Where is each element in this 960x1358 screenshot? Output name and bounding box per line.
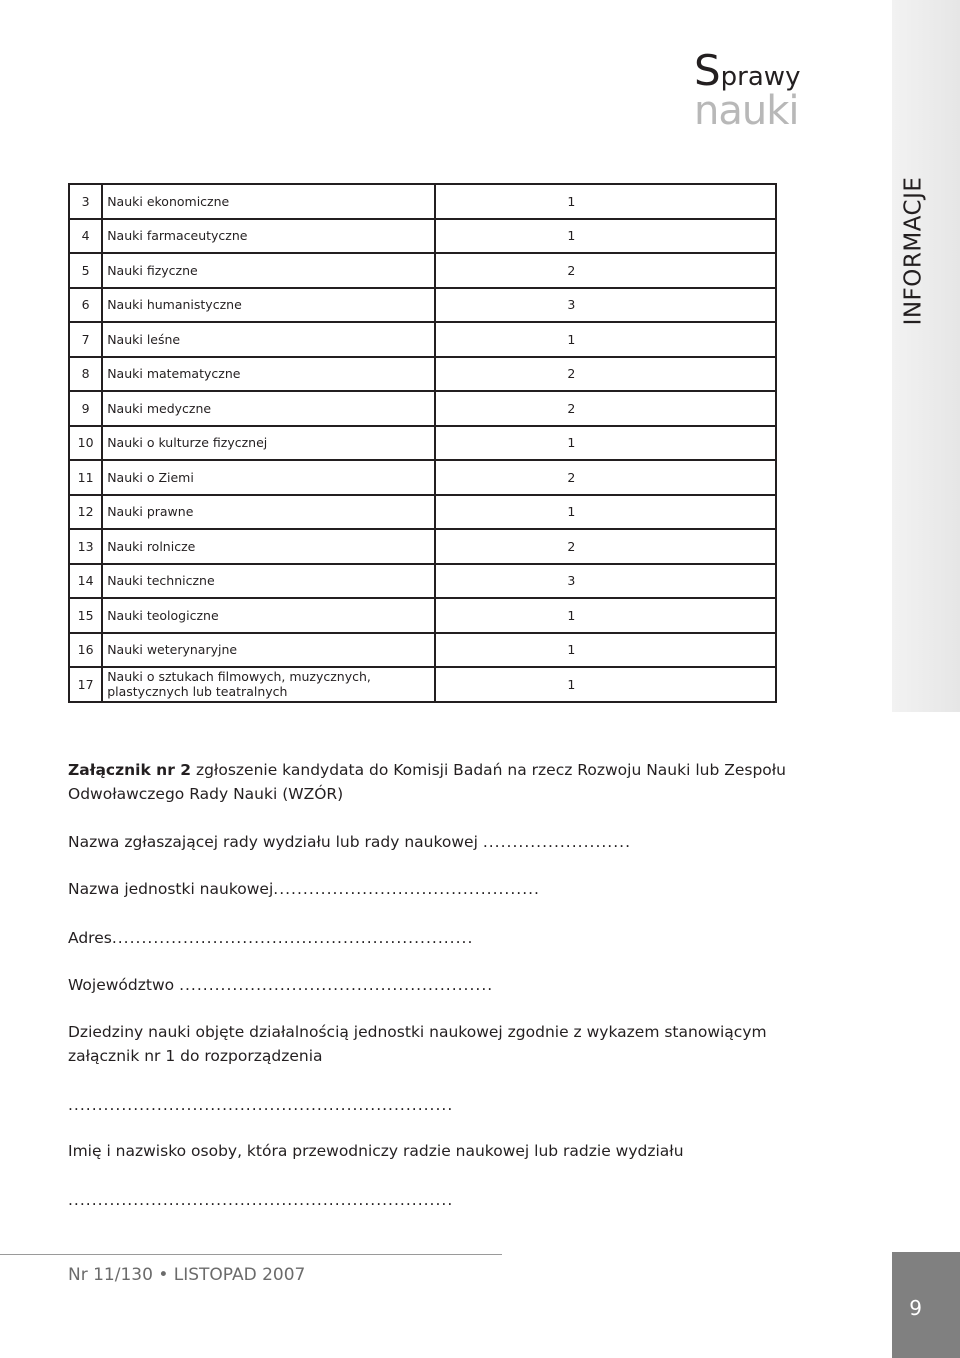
- row-field-name: Nauki o Ziemi: [102, 460, 435, 495]
- row-count: 2: [435, 460, 776, 495]
- logo: [690, 46, 820, 138]
- row-number: 15: [69, 598, 102, 633]
- row-field-name: Nauki weterynaryjne: [102, 633, 435, 668]
- row-field-name: Nauki matematyczne: [102, 357, 435, 392]
- row-count: 1: [435, 667, 776, 702]
- row-number: 11: [69, 460, 102, 495]
- row-number: 3: [69, 184, 102, 219]
- row-field-name: Nauki rolnicze: [102, 529, 435, 564]
- section-label: [893, 168, 933, 333]
- row-field-name: Nauki ekonomiczne: [102, 184, 435, 219]
- row-field-name: Nauki farmaceutyczne: [102, 219, 435, 254]
- row-field-name: Nauki humanistyczne: [102, 288, 435, 323]
- field-unit-name[interactable]: [68, 877, 758, 901]
- row-number: 14: [69, 564, 102, 599]
- row-count: 1: [435, 219, 776, 254]
- row-count: 3: [435, 564, 776, 599]
- field-council-name-dots: .........................: [482, 833, 632, 851]
- logo-top: Sprawy: [694, 46, 801, 95]
- page-number-box: [892, 1252, 960, 1358]
- table-row: [69, 598, 776, 633]
- field-council-name[interactable]: [68, 830, 758, 854]
- science-fields-table: [68, 183, 777, 703]
- field-voivodeship-label: Województwo: [68, 976, 175, 994]
- table-row: [69, 426, 776, 461]
- field-voivodeship-dots: .....................................................: [179, 976, 494, 994]
- side-strip: [892, 0, 960, 712]
- row-field-name: Nauki leśne: [102, 322, 435, 357]
- table-row: [69, 564, 776, 599]
- field-unit-name-label: Nazwa jednostki naukowej: [68, 880, 274, 898]
- table-row: [69, 391, 776, 426]
- row-field-name: Nauki teologiczne: [102, 598, 435, 633]
- row-number: 4: [69, 219, 102, 254]
- field-address-label: Adres: [68, 929, 112, 947]
- row-number: 6: [69, 288, 102, 323]
- footer-rule: [0, 1254, 502, 1255]
- row-count: 1: [435, 426, 776, 461]
- attachment-title: Załącznik nr 2 zgłoszenie kandydata do Komisji Badań na rzecz Rozwoju Nauki lub Zespołu Odwoławczego Rady Nauki (WZÓR): [68, 761, 786, 803]
- row-count: 2: [435, 253, 776, 288]
- table-row: [69, 219, 776, 254]
- table-row: [69, 495, 776, 530]
- issue-info: Nr 11/130 • LISTOPAD 2007: [68, 1265, 306, 1285]
- row-count: 2: [435, 357, 776, 392]
- field-unit-name-dots: .............................................: [273, 880, 540, 898]
- page-number: 9: [909, 1296, 922, 1320]
- row-count: 3: [435, 288, 776, 323]
- field-address-dots: .............................................................: [111, 929, 474, 947]
- logo-bottom: nauki: [694, 88, 799, 134]
- attachment-form: [68, 758, 788, 1209]
- row-field-name: Nauki prawne: [102, 495, 435, 530]
- row-number: 5: [69, 253, 102, 288]
- field-chair-dots[interactable]: .................................................................: [68, 1191, 454, 1209]
- row-count: 2: [435, 529, 776, 564]
- field-disciplines-dots[interactable]: .................................................................: [68, 1096, 454, 1114]
- row-field-name: Nauki techniczne: [102, 564, 435, 599]
- table-row: [69, 253, 776, 288]
- field-disciplines-label: Dziedziny nauki objęte działalnością jednostki naukowej zgodnie z wykazem stanowiącym załącznik nr 1 do rozporządzenia: [68, 1023, 767, 1065]
- field-address[interactable]: [68, 926, 758, 950]
- table-row: [69, 667, 776, 702]
- row-number: 9: [69, 391, 102, 426]
- row-number: 8: [69, 357, 102, 392]
- table-row: [69, 529, 776, 564]
- row-field-name: Nauki o kulturze fizycznej: [102, 426, 435, 461]
- field-chair-label: Imię i nazwisko osoby, która przewodniczy radzie naukowej lub radzie wydziału: [68, 1142, 684, 1160]
- row-count: 1: [435, 633, 776, 668]
- row-number: 13: [69, 529, 102, 564]
- table-row: [69, 633, 776, 668]
- row-count: 1: [435, 184, 776, 219]
- row-number: 16: [69, 633, 102, 668]
- table-row: [69, 184, 776, 219]
- row-field-name: Nauki o sztukach filmowych, muzycznych, plastycznych lub teatralnych: [102, 667, 435, 702]
- row-number: 7: [69, 322, 102, 357]
- row-field-name: Nauki medyczne: [102, 391, 435, 426]
- field-voivodeship[interactable]: [68, 973, 758, 997]
- table-row: [69, 288, 776, 323]
- table-row: [69, 322, 776, 357]
- row-number: 10: [69, 426, 102, 461]
- section-label-text: INFORMACJE: [900, 176, 927, 325]
- row-number: 17: [69, 667, 102, 702]
- row-field-name: Nauki fizyczne: [102, 253, 435, 288]
- table-row: [69, 460, 776, 495]
- table-row: [69, 357, 776, 392]
- row-number: 12: [69, 495, 102, 530]
- field-council-name-label: Nazwa zgłaszającej rady wydziału lub rady naukowej: [68, 833, 478, 851]
- row-count: 1: [435, 495, 776, 530]
- row-count: 2: [435, 391, 776, 426]
- row-count: 1: [435, 598, 776, 633]
- row-count: 1: [435, 322, 776, 357]
